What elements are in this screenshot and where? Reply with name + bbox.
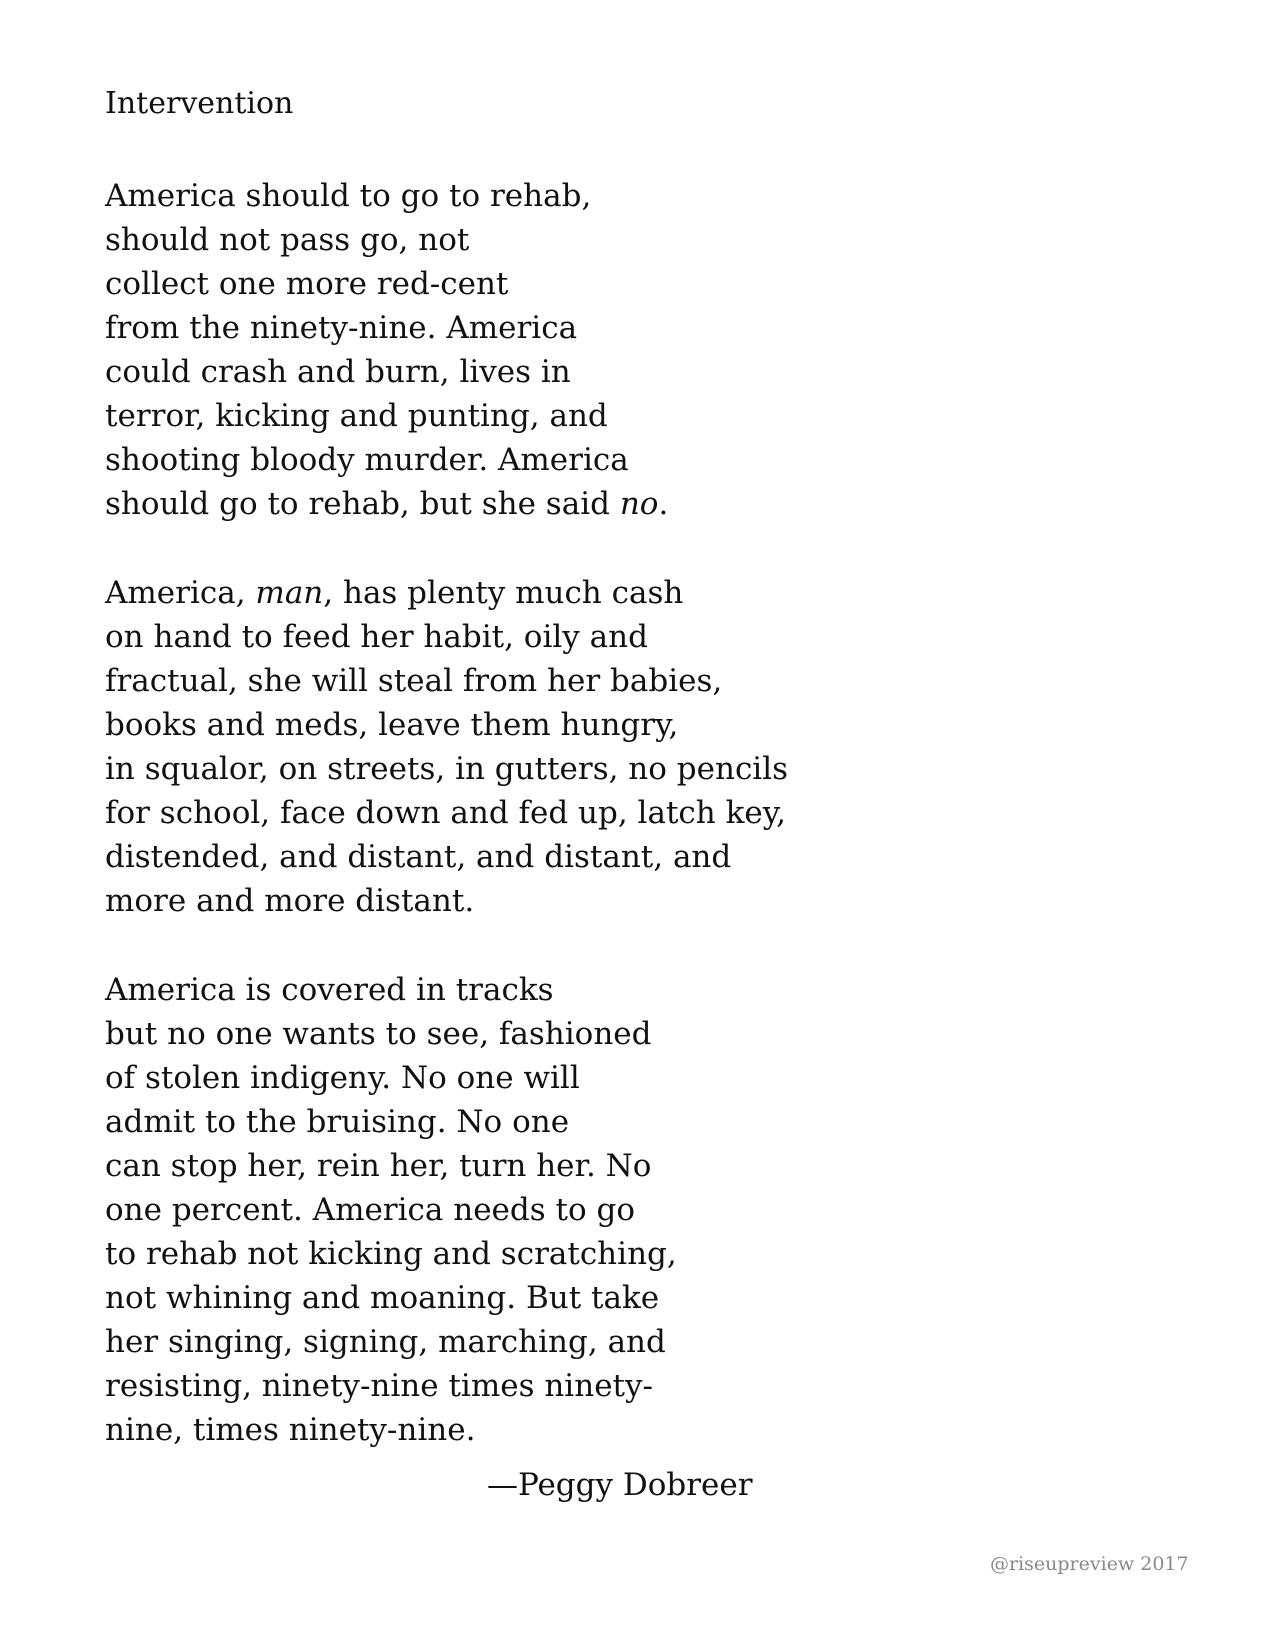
line-text: should go to rehab, but she said	[105, 486, 620, 522]
poem-line: from the ninety-nine. America	[105, 310, 578, 346]
poem-line: in squalor, on streets, in gutters, no pencils	[105, 751, 789, 787]
poem-line: America should to go to rehab,	[105, 178, 592, 214]
poem-line: not whining and moaning. But take	[105, 1280, 660, 1316]
stanza-3	[105, 968, 677, 1452]
poem-line: her singing, signing, marching, and	[105, 1324, 666, 1360]
poem-line: terror, kicking and punting, and	[105, 398, 608, 434]
poem-title: Intervention	[105, 86, 294, 121]
poem-line: of stolen indigeny. No one will	[105, 1060, 580, 1096]
poem-line: can stop her, rein her, turn her. No	[105, 1148, 652, 1184]
poem-line: books and meds, leave them hungry,	[105, 707, 679, 743]
poem-line: America is covered in tracks	[105, 972, 554, 1008]
poem-line	[105, 482, 668, 526]
poem-line: to rehab not kicking and scratching,	[105, 1236, 677, 1272]
poem-line: more and more distant.	[105, 883, 475, 919]
emphasis-text: no	[619, 486, 659, 522]
line-text: America,	[105, 575, 256, 611]
poem-line: admit to the bruising. No one	[105, 1104, 570, 1140]
poem-line: one percent. America needs to go	[105, 1192, 635, 1228]
poem-line: could crash and burn, lives in	[105, 354, 571, 390]
stanza-2	[105, 571, 788, 923]
emphasis-text: man	[255, 575, 324, 611]
poem-line: fractual, she will steal from her babies,	[105, 663, 723, 699]
poem-line: should not pass go, not	[105, 222, 470, 258]
footer-credit: @riseupreview 2017	[990, 1553, 1189, 1575]
line-text: .	[658, 486, 669, 522]
poem-line: on hand to feed her habit, oily and	[105, 619, 648, 655]
poem-line: resisting, ninety-nine times ninety-	[105, 1368, 653, 1404]
author-signature: —Peggy Dobreer	[487, 1467, 753, 1503]
poem-line: collect one more red-cent	[105, 266, 509, 302]
poem-line: nine, times ninety-nine.	[105, 1412, 476, 1448]
poem-line: but no one wants to see, fashioned	[105, 1016, 652, 1052]
poem-line	[105, 571, 788, 615]
poem-line: shooting bloody murder. America	[105, 442, 629, 478]
stanza-1	[105, 174, 668, 526]
poem-line: for school, face down and fed up, latch key,	[105, 795, 786, 831]
line-text: , has plenty much cash	[323, 575, 684, 611]
poem-line: distended, and distant, and distant, and	[105, 839, 732, 875]
